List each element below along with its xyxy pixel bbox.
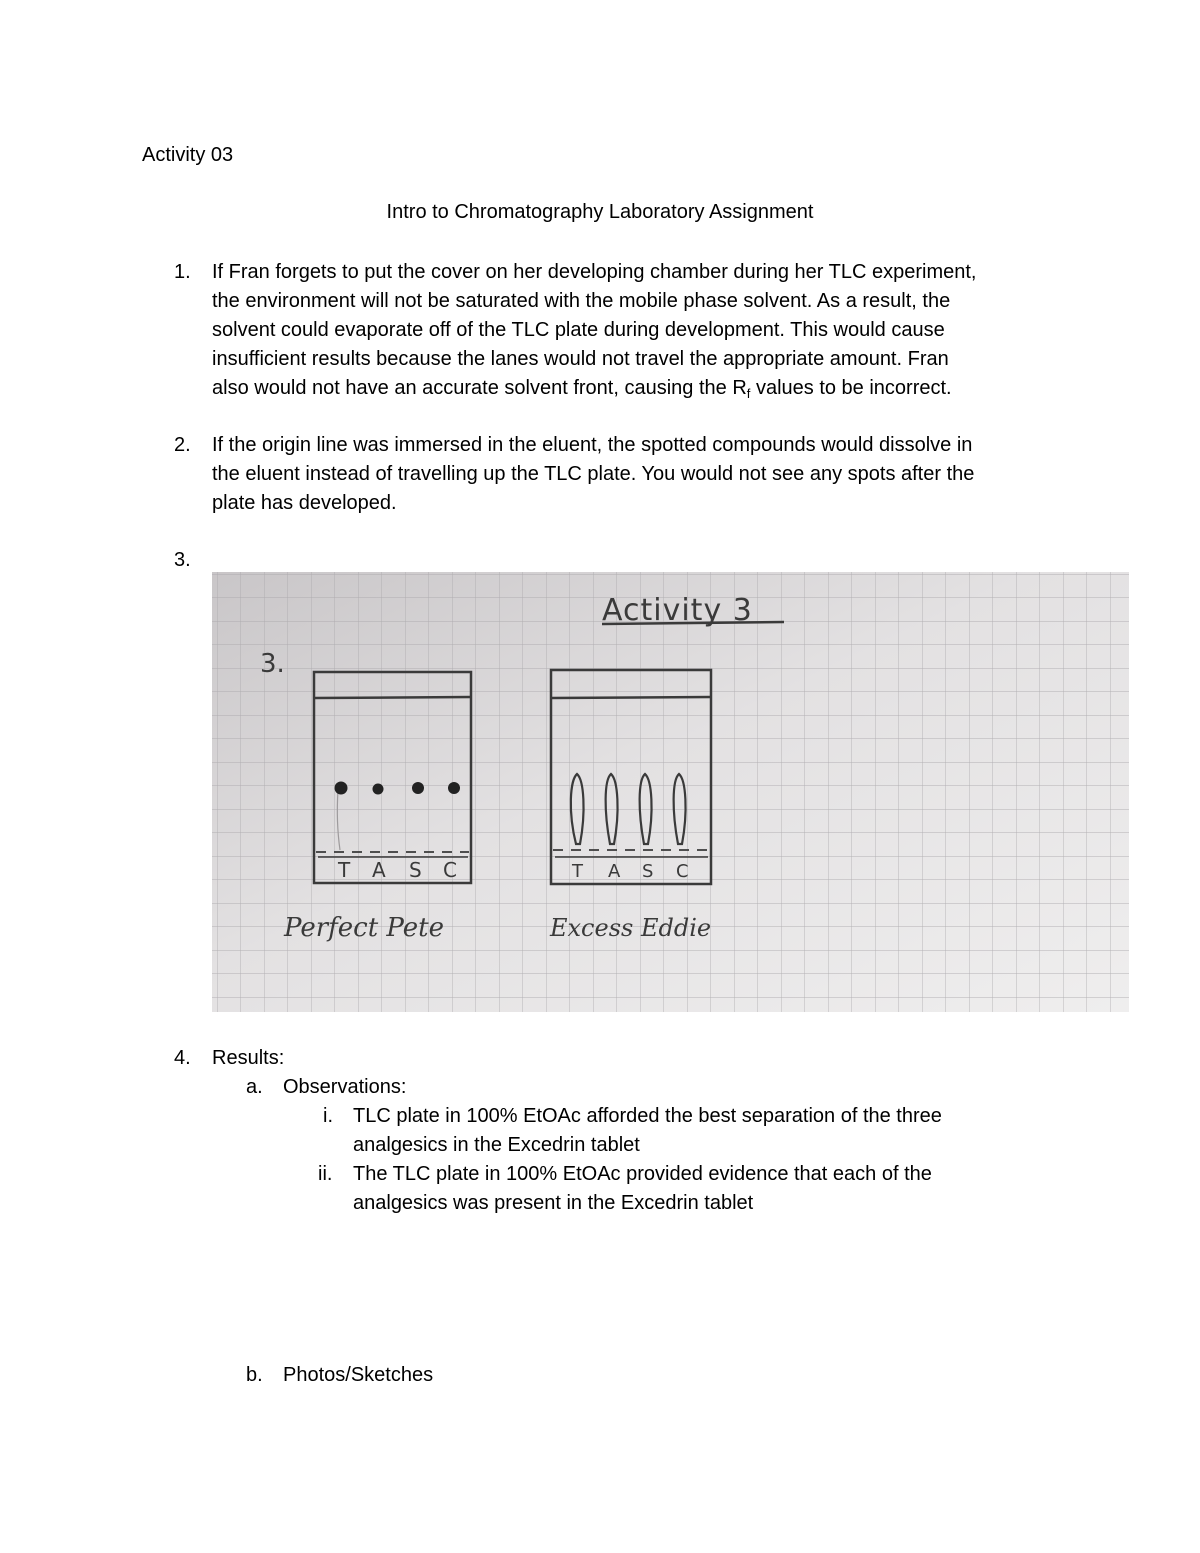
page-title: Intro to Chromatography Laboratory Assignment xyxy=(386,201,814,223)
observation-i-number: i. xyxy=(323,1105,333,1127)
activity-label: Activity 03 xyxy=(142,144,234,166)
answer-line: solvent could evaporate off of the TLC plate during development. This would cause xyxy=(212,319,945,341)
answer-line: plate has developed. xyxy=(212,492,397,514)
lane-label: A xyxy=(608,861,621,882)
plate2-caption: Excess Eddie xyxy=(550,914,712,942)
sketch-number: 3. xyxy=(260,649,285,679)
answer-line: insufficient results because the lanes would not travel the appropriate amount. Fran xyxy=(212,348,949,370)
lane-label: S xyxy=(409,858,422,882)
observation-ii-number: ii. xyxy=(318,1163,333,1185)
answer-line: the eluent instead of travelling up the TLC plate. You would not see any spots after the xyxy=(212,463,975,485)
observation-i-line: TLC plate in 100% EtOAc afforded the best separation of the three xyxy=(353,1105,942,1127)
question-2-answer xyxy=(212,431,1072,518)
question-1-number: 1. xyxy=(174,261,191,283)
question-2-number: 2. xyxy=(174,434,191,456)
solvent-front-line xyxy=(314,697,471,698)
answer-line: If the origin line was immersed in the eluent, the spotted compounds would dissolve in xyxy=(212,434,973,456)
spot-T xyxy=(335,782,348,795)
spot-S xyxy=(412,782,424,794)
observations-label: Observations: xyxy=(283,1076,407,1098)
lane-label: S xyxy=(642,861,654,882)
results-label: Results: xyxy=(212,1047,285,1069)
lane-label: C xyxy=(676,861,689,882)
observation-ii-line: analgesics was present in the Excedrin tablet xyxy=(353,1192,754,1214)
answer-line: the environment will not be saturated with the mobile phase solvent. As a result, the xyxy=(212,290,951,312)
observation-i-line: analgesics in the Excedrin tablet xyxy=(353,1134,640,1156)
question-1-answer xyxy=(212,258,1072,408)
lane-label: T xyxy=(338,858,351,882)
spot-A xyxy=(373,784,384,795)
plate1-caption: Perfect Pete xyxy=(284,913,444,943)
lane-label: T xyxy=(572,861,583,882)
answer-line-part: values to be incorrect. xyxy=(750,377,952,399)
rf-subscript: f xyxy=(746,386,751,401)
answer-line-part: also would not have an accurate solvent front, causing the R xyxy=(212,377,747,399)
solvent-front-line xyxy=(551,697,711,698)
observation-ii-line: The TLC plate in 100% EtOAc provided evidence that each of the xyxy=(353,1163,932,1185)
question-3-number: 3. xyxy=(174,549,191,571)
spot-C xyxy=(448,782,460,794)
answer-line xyxy=(212,374,1072,408)
lane-label: A xyxy=(372,858,386,882)
grid-lines xyxy=(212,572,1129,1012)
photos-label: Photos/Sketches xyxy=(283,1364,434,1386)
sketch-heading: Activity 3 xyxy=(602,593,753,628)
tlc-sketch-photo xyxy=(212,572,1129,1012)
question-4-number: 4. xyxy=(174,1047,191,1069)
answer-line: If Fran forgets to put the cover on her developing chamber during her TLC experiment, xyxy=(212,261,977,283)
lane-label: C xyxy=(443,858,457,882)
photos-letter: b. xyxy=(246,1364,263,1386)
observations-letter: a. xyxy=(246,1076,263,1098)
